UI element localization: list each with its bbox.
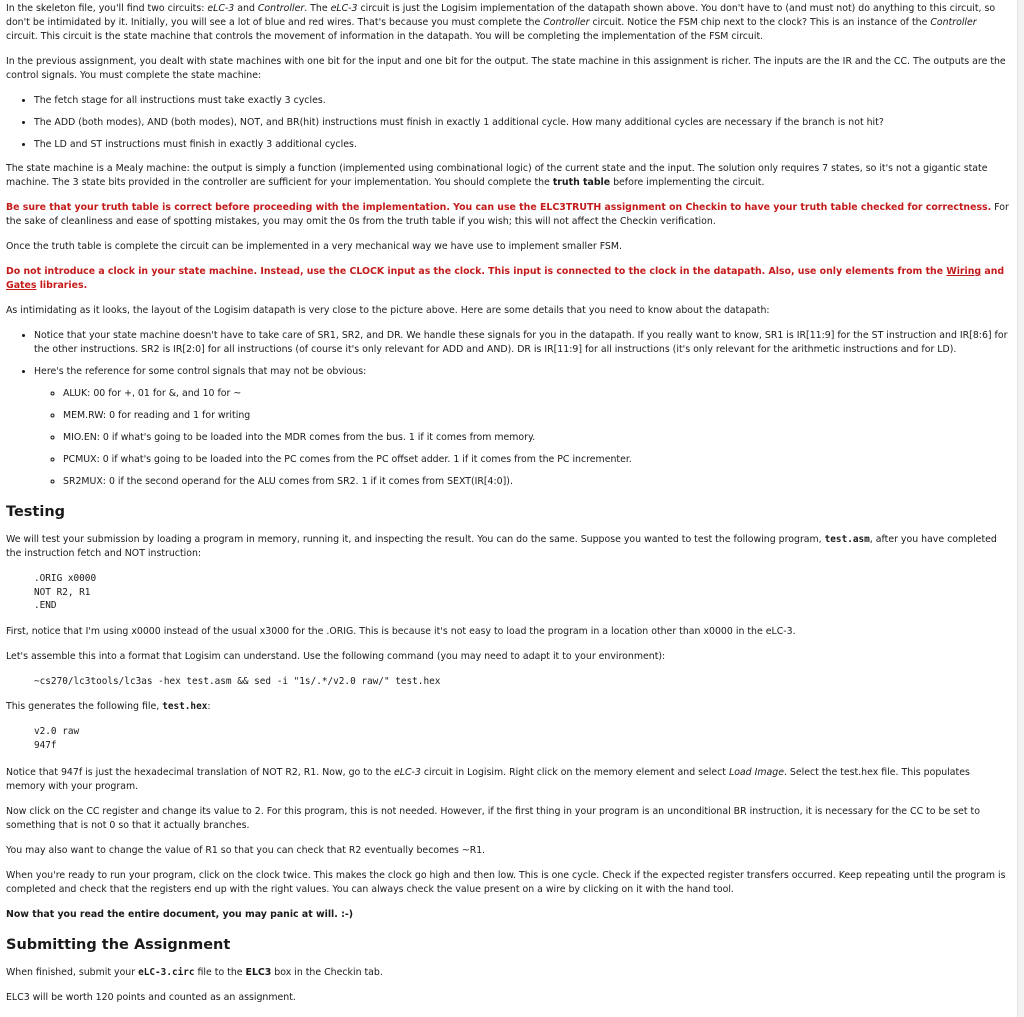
- text: circuit. This circuit is the state machine that controls the movement of information in the datapath. You will be completing the implementation of the FSM circuit.: [6, 31, 764, 42]
- warning-text: Be sure that your truth table is correct before proceeding with the implementation. You can use the ELC3TRUTH assignment on Checkin to have your truth table checked for correctness.: [6, 202, 992, 213]
- requirements-list: [6, 94, 1009, 152]
- text: Here's the reference for some control signals that may not be obvious:: [34, 366, 367, 377]
- list-item: • The LD and ST instructions must finish in exactly 3 additional cycles.: [34, 138, 1009, 152]
- text: file to the: [194, 967, 246, 978]
- datapath-paragraph: As intimidating as it looks, the layout of the Logisim datapath is very close to the picture above. Here are some details that you need to know about the datapath:: [6, 305, 770, 316]
- text: box in the Checkin tab.: [271, 967, 383, 978]
- clock-warning: [6, 265, 1009, 293]
- list-item: ◦ MEM.RW: 0 for reading and 1 for writing: [63, 409, 1009, 423]
- code-block-command: ~cs270/lc3tools/lc3as -hex test.asm && sed -i "1s/.*/v2.0 raw/" test.hex: [34, 675, 441, 687]
- mealy-paragraph: [6, 162, 1009, 190]
- cc-paragraph: Now click on the CC register and change its value to 2. For this program, this is not needed. However, if the first thing in your program is an unconditional BR instruction, it is necessary for the CC to be set to something that is not 0 so that it actually branches.: [6, 806, 980, 831]
- list-item: • The fetch stage for all instructions must take exactly 3 cycles.: [34, 94, 1009, 108]
- implementation-paragraph: Once the truth table is complete the circuit can be implemented in a very mechanical way we have use to implement smaller FSM.: [6, 241, 622, 252]
- testing-intro: [6, 533, 1009, 561]
- text: circuit in Logisim. Right click on the memory element and select: [420, 767, 729, 778]
- submitting-heading: Submitting the Assignment: [6, 937, 231, 953]
- intro-paragraph: [6, 2, 1009, 44]
- gates-link[interactable]: Gates: [6, 280, 37, 291]
- text: Notice that 947f is just the hexadecimal translation of NOT R2, R1. Now, go to the: [6, 767, 395, 778]
- controller-term: Controller: [930, 17, 977, 28]
- points-paragraph: ELC3 will be worth 120 points and counted as an assignment.: [6, 992, 296, 1003]
- controller-term: Controller: [257, 3, 305, 14]
- text: When finished, submit your: [6, 967, 139, 978]
- truth-table-warning: [6, 201, 1009, 229]
- warning-text: libraries.: [36, 280, 88, 291]
- state-machine-paragraph: In the previous assignment, you dealt with state machines with one bit for the input and one bit for the output. The state machine in this assignment is richer. The inputs are the IR and the CC. The outputs are the control signals. You must complete the state machine:: [6, 56, 1006, 81]
- filename-code: eLC-3.circ: [138, 967, 195, 978]
- text: In the skeleton file, you'll find two circuits:: [6, 3, 208, 14]
- datapath-details-list: [6, 329, 1009, 489]
- panic-paragraph: [6, 908, 1009, 922]
- code-block-hex: v2.0 raw 947f: [34, 726, 80, 751]
- control-signals-list: [34, 387, 1009, 489]
- wiring-link[interactable]: Wiring: [946, 266, 982, 277]
- list-item: ◦ MIO.EN: 0 if what's going to be loaded into the MDR comes from the bus. 1 if it comes from memory.: [63, 431, 1009, 445]
- warning-text: Do not introduce a clock in your state machine. Instead, use the CLOCK input as the clock. This input is connected to the clock in the datapath. Also, use only elements from the: [6, 266, 947, 277]
- controller-term: Controller: [543, 17, 590, 28]
- submit-paragraph: [6, 966, 1009, 980]
- text: :: [207, 701, 211, 712]
- checkin-box-name: ELC3: [245, 967, 272, 978]
- vertical-scrollbar[interactable]: [1017, 0, 1024, 1017]
- text: circuit. Notice the FSM chip next to the clock? This is an instance of the: [589, 17, 931, 28]
- elc3-term: eLC-3: [207, 3, 235, 14]
- list-item: ◦ ALUK: 00 for +, 01 for &, and 10 for ~: [63, 387, 1009, 401]
- warning-text: and: [981, 266, 1005, 277]
- text: We will test your submission by loading a program in memory, running it, and inspecting the result. You can do the same. Suppose you wanted to test the following program,: [6, 534, 825, 545]
- filename-code: test.hex: [162, 701, 208, 712]
- list-item: ◦ SR2MUX: 0 if the second operand for the ALU comes from SR2. 1 if it comes from SEXT(IR[4:0]).: [63, 475, 1009, 489]
- text: The state machine is a Mealy machine: the output is simply a function (implemented using combinational logic) of the current state and the input. The solution only requires 7 states, so it's not a gigantic state machine. The 3 state bits provided in the controller are sufficient for your implementation. You should complete the: [6, 163, 988, 188]
- list-item: • The ADD (both modes), AND (both modes), NOT, and BR(hit) instructions must finish in exactly 1 additional cycle. How many additional cycles are necessary if the branch is not hit?: [34, 116, 1009, 130]
- list-item: ◦ PCMUX: 0 if what's going to be loaded into the PC comes from the PC offset adder. 1 if it comes from the PC incrementer.: [63, 453, 1009, 467]
- elc3-term: eLC-3: [394, 767, 421, 778]
- list-item: [34, 365, 1009, 489]
- generates-paragraph: [6, 700, 1009, 714]
- run-paragraph: When you're ready to run your program, click on the clock twice. This makes the clock go high and then low. This is one cycle. Check if the expected register transfers occurred. Keep repeating until the program is completed and check that the registers end up with the right values. You can always check the value present on a wire by clicking on it with the hand tool.: [6, 870, 1006, 895]
- r1-paragraph: You may also want to change the value of R1 so that you can check that R2 eventually becomes ~R1.: [6, 845, 486, 856]
- testing-heading: Testing: [6, 504, 66, 520]
- load-image-term: Load Image: [728, 767, 784, 778]
- text: circuit is just the Logisim implementation of the datapath shown above. You don't have to (and must not) do anything to this circuit, so don't be intimidated by it. Initially, you will see a lot of blue and red wires. That's because you must complete the: [6, 3, 996, 28]
- text: and: [234, 3, 258, 14]
- text: This generates the following file,: [6, 701, 163, 712]
- document-body: [6, 2, 1009, 1016]
- text: . Select the test.hex file. This populates memory with your program.: [6, 767, 970, 792]
- text: , after you have completed the instruction fetch and NOT instruction:: [6, 534, 997, 559]
- assemble-paragraph: Let's assemble this into a format that Logisim can understand. Use the following command (you may need to adapt it to your environment):: [6, 650, 666, 662]
- filename-code: test.asm: [824, 534, 870, 545]
- text: . The: [304, 3, 331, 14]
- elc3-term: eLC-3: [330, 3, 358, 14]
- orig-paragraph: First, notice that I'm using x0000 instead of the usual x3000 for the .ORIG. This is because it's not easy to load the program in a location other than x0000 in the eLC-3.: [6, 625, 796, 637]
- text: before implementing the circuit.: [610, 177, 765, 188]
- code-block-asm: .ORIG x0000 NOT R2, R1 .END: [34, 573, 97, 611]
- load-image-paragraph: [6, 766, 1009, 794]
- truth-table-term: truth table: [552, 177, 611, 188]
- list-item: • Notice that your state machine doesn't have to take care of SR1, SR2, and DR. We handle these signals for you in the datapath. If you really want to know, SR1 is IR[11:9] for the ST instruction and IR[8:6] for the other instructions. SR2 is IR[2:0] for all instructions (of course it's only relevant for ADD and AND). DR is IR[11:9] for all instructions (it's only relevant for the arithmetic instructions and for LD).: [34, 329, 1009, 357]
- text: For the sake of cleanliness and ease of spotting mistakes, you may omit the 0s from the truth table if you wish; this will not affect the Checkin verification.: [6, 202, 1009, 227]
- panic-text: Now that you read the entire document, you may panic at will. :-): [6, 909, 353, 920]
